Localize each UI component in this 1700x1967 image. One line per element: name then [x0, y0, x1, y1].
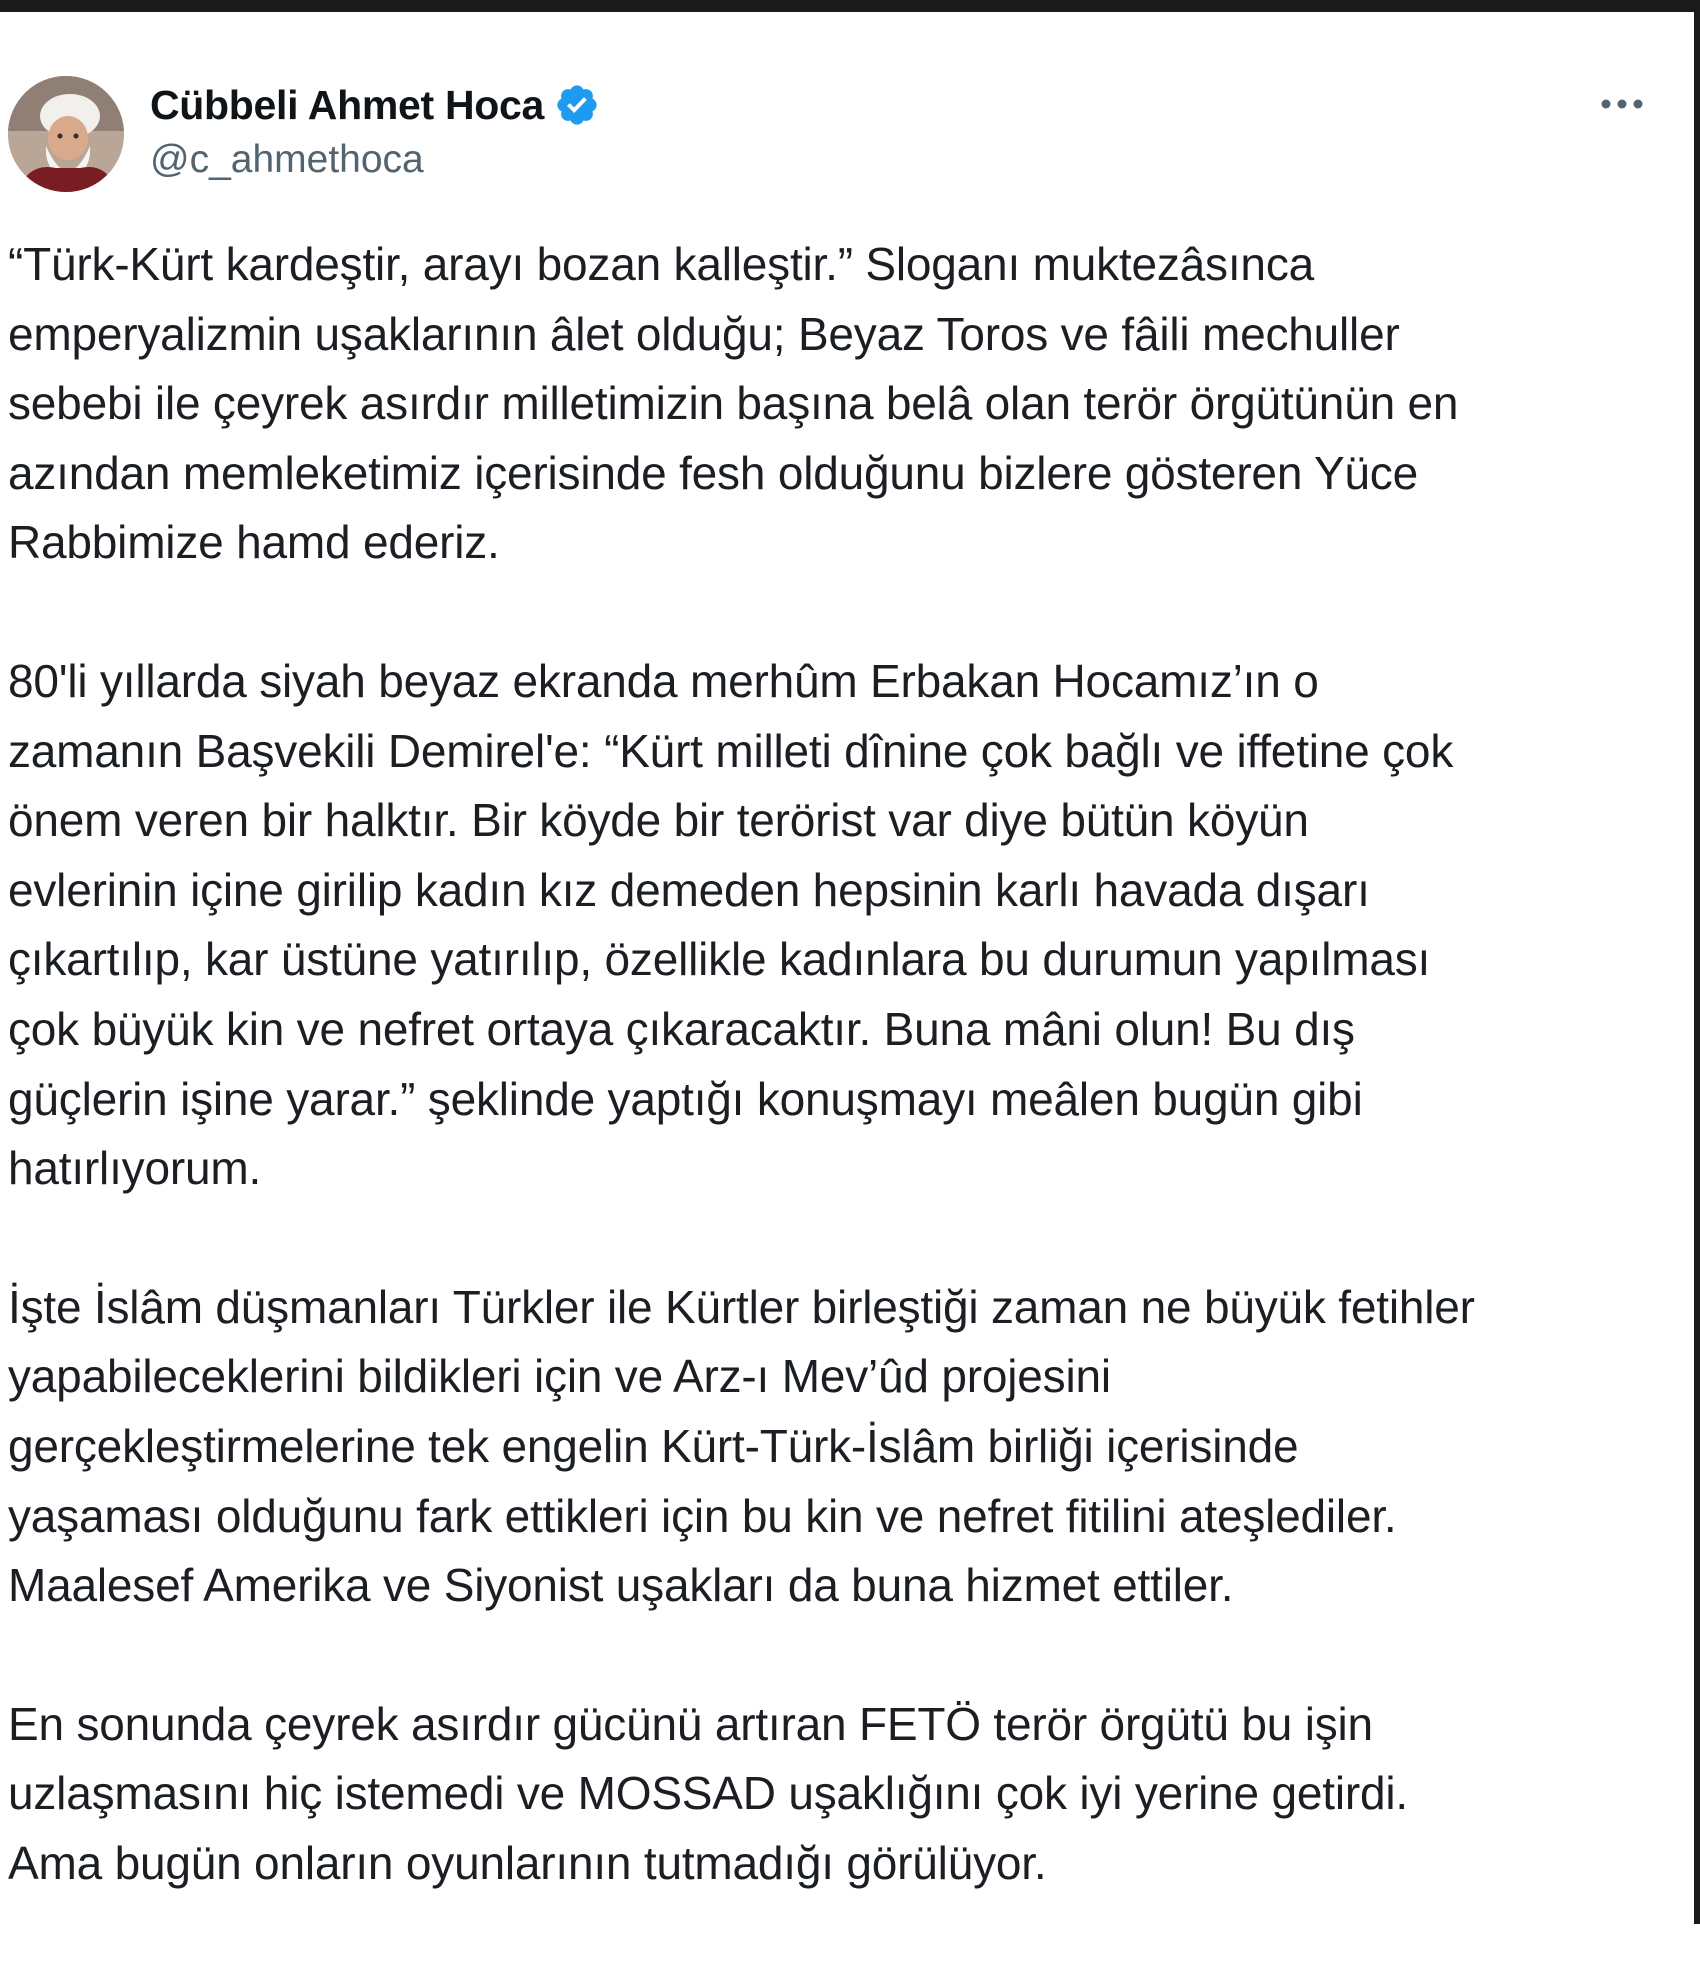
author-handle[interactable]: @c_ahmethoca [150, 138, 424, 181]
author-display-name[interactable]: Cübbeli Ahmet Hoca [150, 81, 545, 128]
more-horizontal-icon [1600, 98, 1644, 110]
tweet-paragraph-1: “Türk-Kürt kardeştir, arayı bozan kalleştir.” Sloganı muktezâsınca emperyalizmin uşaklarının âlet olduğu; Beyaz Toros ve fâili mechuller sebebi ile çeyrek asırdır milletimizin başına belâ olan terör örgütünün en azından memleketimiz içerisinde fesh olduğunu bizlere gösteren Yüce Rabbimize hamd ederiz. [8, 238, 1459, 569]
avatar[interactable] [8, 76, 124, 192]
tweet-paragraph-3: İşte İslâm düşmanları Türkler ile Kürtler birleştiği zaman ne büyük fetihler yapabileceklerini bildikleri için ve Arz-ı Mev’ûd projesini gerçekleştirmelerine tek engelin Kürt-Türk-İslâm birliği içerisinde yaşaması olduğunu fark ettikleri için bu kin ve nefret fitilini ateşlediler. Maalesef Amerika ve Siyonist uşakları da buna hizmet ettiler. [8, 1280, 1475, 1612]
avatar-image [8, 76, 124, 192]
tweet-header [0, 62, 1680, 202]
tweet-paragraph-2: 80'li yıllarda siyah beyaz ekranda merhûm Erbakan Hocamız’ın o zamanın Başvekili Demirel'e: “Kürt milleti dînine çok bağlı ve iffetine çok önem veren bir halktır. Bir köyde bir terörist var diye bütün köyün evlerinin içine girilip kadın kız demeden hepsinin karlı havada dışarı çıkartılıp, kar üstüne yatırılıp, özellikle kadınlara bu durumun yapılması çok büyük kin ve nefret ortaya çıkaracaktır. Buna mâni olun! Bu dış güçlerin işine yarar.” şeklinde yaptığı konuşmayı meâlen bugün gibi hatırlıyorum. [8, 654, 1454, 1195]
display-name-row [150, 76, 600, 134]
tweet-text [8, 230, 1668, 1967]
verified-badge-icon [554, 82, 600, 128]
more-options-button[interactable] [1592, 84, 1652, 124]
tweet-paragraph-4: En sonunda çeyrek asırdır gücünü artıran FETÖ terör örgütü bu işin uzlaşmasını hiç istemedi ve MOSSAD uşaklığını çok iyi yerine getirdi. Ama bugün onların oyunlarının tutmadığı görülüyor. [8, 1697, 1408, 1889]
author-block [150, 76, 600, 182]
